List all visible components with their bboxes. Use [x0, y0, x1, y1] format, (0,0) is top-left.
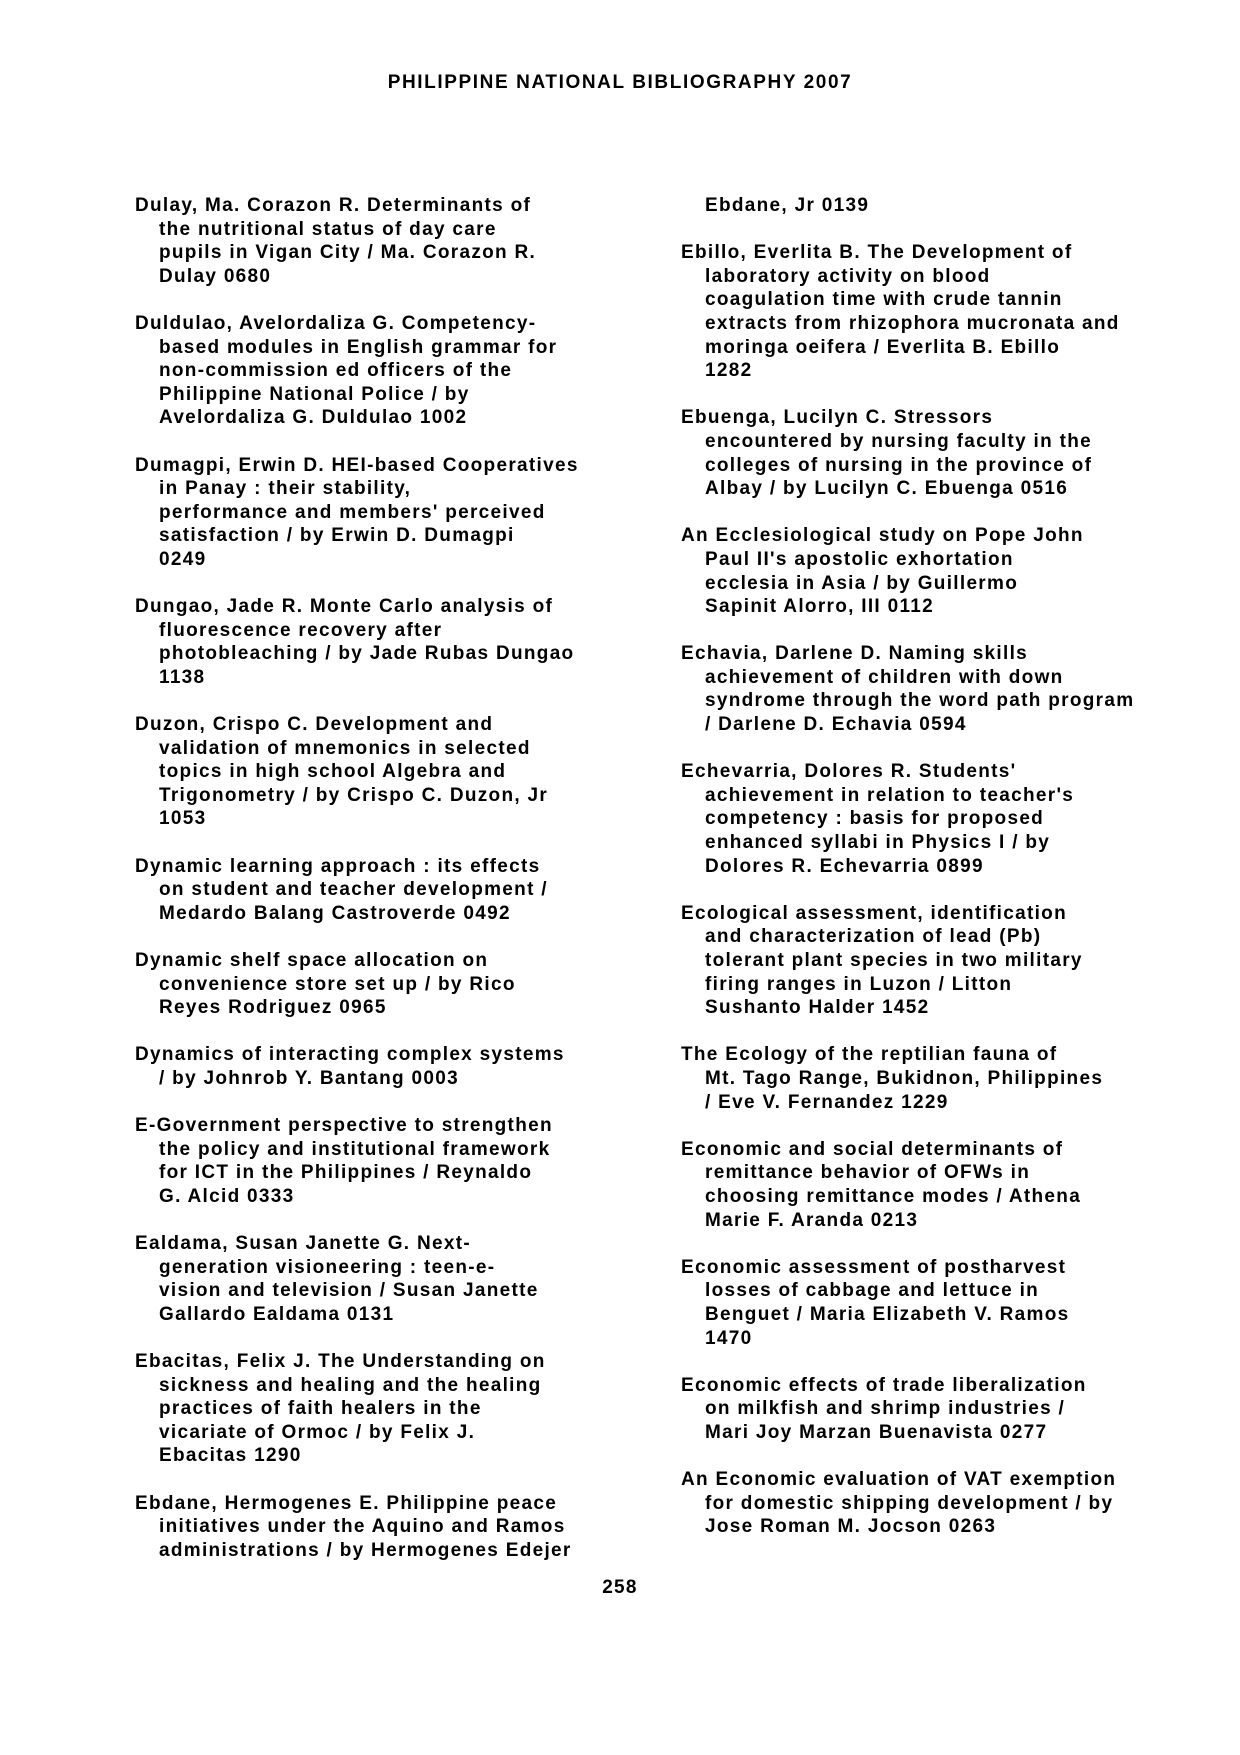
bibliography-entry: An Ecclesiological study on Pope John Paul II's apostolic exhortation ecclesia in Asia / by Guillermo Sapinit Alorro, III 0112: [681, 525, 1084, 618]
bibliography-entry: Ealdama, Susan Janette G. Next- generation visioneering : teen-e- vision and television / Susan Janette Gallardo Ealdama 0131: [135, 1233, 539, 1325]
bibliography-entry: E-Government perspective to strengthen the policy and institutional framework for ICT in the Philippines / Reynaldo G. Alcid 0333: [135, 1115, 553, 1207]
bibliography-entry: Ebuenga, Lucilyn C. Stressors encountered by nursing faculty in the colleges of nursing in the province of Albay / by Lucilyn C. Ebuenga 0516: [681, 407, 1093, 500]
bibliography-entry: Ecological assessment, identification and characterization of lead (Pb) tolerant plant species in two military firing ranges in Luzon / Litton Sushanto Halder 1452: [681, 902, 1083, 1019]
right-column: [681, 194, 1211, 1562]
page-header-title: PHILIPPINE NATIONAL BIBLIOGRAPHY 2007: [387, 72, 853, 93]
bibliography-entry: Economic effects of trade liberalization on milkfish and shrimp industries / Mari Joy Marzan Buenavista 0277: [681, 1374, 1087, 1443]
bibliography-entry: Dumagpi, Erwin D. HEI-based Cooperatives in Panay : their stability, performance and members' perceived satisfaction / by Erwin D. Dumagpi 0249: [135, 454, 579, 570]
bibliography-entry: Echevarria, Dolores R. Students' achievement in relation to teacher's competency : basis for proposed enhanced syllabi in Physics I / by Dolores R. Echevarria 0899: [681, 761, 1075, 877]
page-number: 258: [602, 1577, 638, 1598]
bibliography-entry: Ebacitas, Felix J. The Understanding on sickness and healing and the healing practices of faith healers in the vicariate of Ormoc / by Felix J. Ebacitas 1290: [135, 1351, 546, 1467]
bibliography-entry: Dungao, Jade R. Monte Carlo analysis of fluorescence recovery after photobleaching / by Jade Rubas Dungao 1138: [135, 596, 575, 688]
bibliography-entry: Dulay, Ma. Corazon R. Determinants of the nutritional status of day care pupils in Vigan City / Ma. Corazon R. Dulay 0680: [135, 195, 537, 287]
bibliography-entry-continuation: Ebdane, Jr 0139: [705, 195, 870, 216]
bibliography-entry: Dynamic shelf space allocation on convenience store set up / by Rico Reyes Rodriguez 0965: [135, 950, 516, 1019]
bibliography-entry: Echavia, Darlene D. Naming skills achievement of children with down syndrome through the word path program / Darlene D. Echavia 0594: [681, 643, 1135, 736]
left-column: [135, 194, 665, 1586]
bibliography-entry: Dynamic learning approach : its effects on student and teacher development / Medardo Balang Castroverde 0492: [135, 855, 548, 924]
bibliography-entry: Ebdane, Hermogenes E. Philippine peace initiatives under the Aquino and Ramos administrations / by Hermogenes Edejer: [135, 1492, 572, 1561]
bibliography-entry: An Economic evaluation of VAT exemption for domestic shipping development / by Jose Roman M. Jocson 0263: [681, 1469, 1117, 1538]
bibliography-entry: Duldulao, Avelordaliza G. Competency- based modules in English grammar for non-commission ed officers of the Philippine National Police / by Avelordaliza G. Duldulao 1002: [135, 312, 558, 429]
bibliography-entry: The Ecology of the reptilian fauna of Mt. Tago Range, Bukidnon, Philippines / Eve V. Fernandez 1229: [681, 1044, 1104, 1113]
bibliography-entry: Economic assessment of postharvest losses of cabbage and lettuce in Benguet / Maria Elizabeth V. Ramos 1470: [681, 1256, 1070, 1349]
bibliography-entry: Duzon, Crispo C. Development and validation of mnemonics in selected topics in high school Algebra and Trigonometry / by Crispo C. Duzon, Jr 1053: [135, 714, 549, 830]
bibliography-entry: Dynamics of interacting complex systems / by Johnrob Y. Bantang 0003: [135, 1044, 565, 1089]
bibliography-entry: Ebillo, Everlita B. The Development of laboratory activity on blood coagulation time with crude tannin extracts from rhizophora mucronata and moringa oeifera / Everlita B. Ebillo 1282: [681, 242, 1120, 382]
bibliography-entry: Economic and social determinants of remittance behavior of OFWs in choosing remittance modes / Athena Marie F. Aranda 0213: [681, 1138, 1082, 1231]
